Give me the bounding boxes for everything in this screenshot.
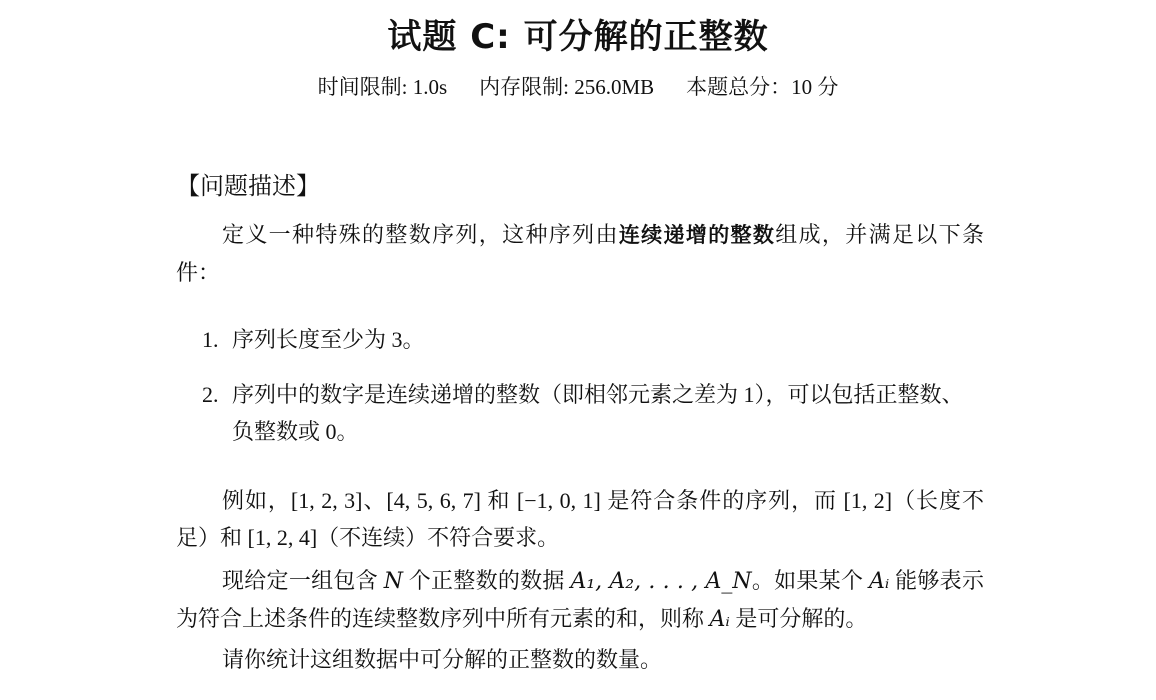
condition-number: 2. [202,382,219,407]
example-paragraph: 例如，[1, 2, 3]、[4, 5, 6, 7] 和 [−1, 0, 1] 是符合条件的序列，而 [1, 2]（长度不足）和 [1, 2, 4]（不连续）不符合要求。 [176,488,984,550]
request-paragraph: 请你统计这组数据中可分解的正整数的数量。 [222,647,663,672]
condition-item [176,321,984,358]
task-text-2: 个正整数的数据 [402,568,571,593]
task-text-1: 现给定一组包含 [222,568,384,593]
condition-text: 序列长度至少为 3。 [232,327,425,352]
definition-text-start: 定义一种特殊的整数序列，这种序列由 [222,222,619,247]
task-text-4: 能够表示为符合上述条件的连续整数序列中所有元素的和，则称 [176,568,984,631]
total-score: 本题总分：10 分 [686,75,839,99]
definition-text-end: 组成，并满足以下条件： [176,222,984,285]
conditions-list [176,321,984,450]
task-paragraph [176,562,984,638]
definition-emphasis: 连续递增的整数 [618,223,776,247]
condition-number: 1. [202,327,219,352]
condition-item [176,376,984,450]
definition-paragraph [176,216,984,291]
task-text-5: 是可分解的。 [729,606,868,631]
time-limit: 时间限制: 1.0s [317,75,448,99]
section-heading-description: 【问题描述】 [176,172,320,200]
condition-text: 序列中的数字是连续递增的整数（即相邻元素之差为 1），可以包括正整数、负整数或 0。 [232,382,964,444]
math-sequence: A₁, A₂, . . . , A_N [570,569,752,594]
math-N: N [383,569,403,594]
problem-title: 试题 C: 可分解的正整数 [387,17,769,57]
memory-limit: 内存限制: 256.0MB [479,75,655,99]
problem-limits [0,72,1156,102]
math-Ai: Aᵢ [869,569,890,594]
math-Ai-second: Aᵢ [709,607,730,632]
task-text-3: 。如果某个 [751,568,870,593]
